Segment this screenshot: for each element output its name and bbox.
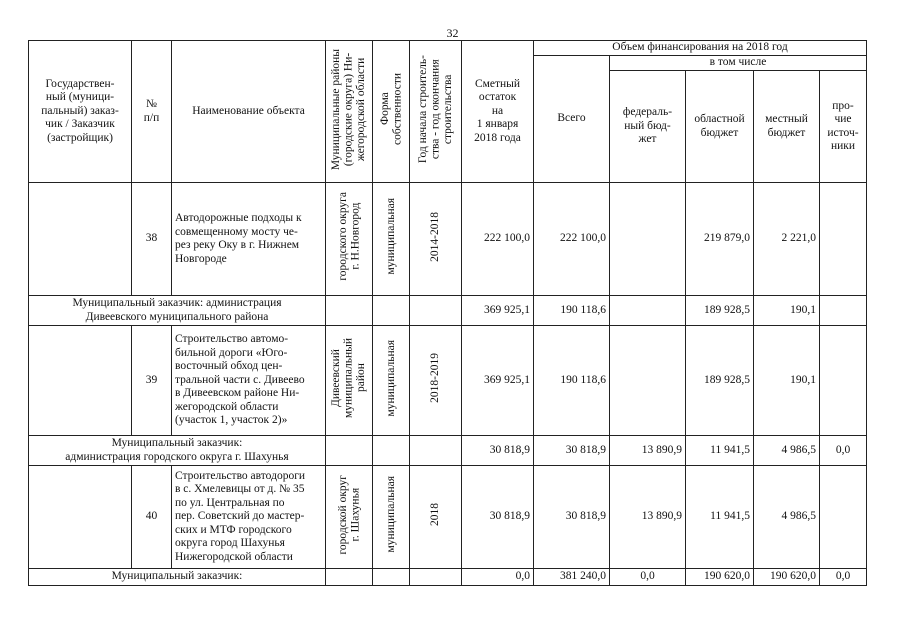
cell-total: 30 818,9: [534, 436, 610, 466]
cell-object-name: Строительство автомо- бильной дороги «Юго- восточный обход цен- тральной части с. Дивеево в Дивеевском районе Ни- жегородской области (участок 1, участок 2)»: [172, 326, 326, 436]
customer-row: [29, 569, 867, 586]
cell-local: 4 986,5: [754, 466, 820, 569]
table-row: [29, 466, 867, 569]
cell-district: городского округа г. Н.Новгород: [326, 183, 373, 296]
cell-regional: 189 928,5: [686, 296, 754, 326]
cell-other: [820, 296, 867, 326]
cell-ownership: муниципальная: [373, 466, 410, 569]
cell-regional: 11 941,5: [686, 436, 754, 466]
cell-federal: 0,0: [610, 569, 686, 586]
cell-total: 190 118,6: [534, 296, 610, 326]
cell-regional: 219 879,0: [686, 183, 754, 296]
cell-other: [820, 466, 867, 569]
page-number: 32: [446, 26, 459, 40]
table-body: [29, 183, 867, 586]
cell-estimate: 222 100,0: [462, 183, 534, 296]
header-financing: Объем финансирования на 2018 год: [534, 41, 867, 56]
cell-other: [820, 183, 867, 296]
header-number: № п/п: [132, 41, 172, 183]
cell-federal: 13 890,9: [610, 436, 686, 466]
customer-name: Муниципальный заказчик:: [29, 569, 326, 586]
cell-total: 381 240,0: [534, 569, 610, 586]
cell-years: 2018: [410, 466, 462, 569]
cell-other: [820, 326, 867, 436]
cell-estimate: 30 818,9: [462, 436, 534, 466]
header-years: Год начала строитель- ства - год окончания строительства: [410, 41, 462, 183]
header-including: в том числе: [610, 56, 867, 71]
cell-local: 2 221,0: [754, 183, 820, 296]
customer-row: [29, 436, 867, 466]
cell-local: 190,1: [754, 296, 820, 326]
cell-customer: [29, 326, 132, 436]
cell-regional: 11 941,5: [686, 466, 754, 569]
cell-total: 30 818,9: [534, 466, 610, 569]
cell-customer: [29, 466, 132, 569]
cell-ownership: муниципальная: [373, 326, 410, 436]
cell-estimate: 0,0: [462, 569, 534, 586]
cell-district: Дивеевский муниципальный район: [326, 326, 373, 436]
header-federal: федераль- ный бюд- жет: [610, 71, 686, 183]
cell-estimate: 369 925,1: [462, 326, 534, 436]
cell-federal: 13 890,9: [610, 466, 686, 569]
cell-other: 0,0: [820, 436, 867, 466]
header-regional: областной бюджет: [686, 71, 754, 183]
cell-local: 190 620,0: [754, 569, 820, 586]
header-other: про- чие источ- ники: [820, 71, 867, 183]
cell-federal: [610, 296, 686, 326]
customer-row: [29, 296, 867, 326]
cell-federal: [610, 326, 686, 436]
cell-estimate: 369 925,1: [462, 296, 534, 326]
cell-estimate: 30 818,9: [462, 466, 534, 569]
cell-number: 39: [132, 326, 172, 436]
cell-local: 190,1: [754, 326, 820, 436]
header-districts: Муниципальные районы (городские округа) Ни- жегородской области: [326, 41, 373, 183]
cell-customer: [29, 183, 132, 296]
header-local: местный бюджет: [754, 71, 820, 183]
cell-local: 4 986,5: [754, 436, 820, 466]
table-row: [29, 326, 867, 436]
cell-other: 0,0: [820, 569, 867, 586]
table-row: [29, 183, 867, 296]
customer-name: Муниципальный заказчик: администрация городского округа г. Шахунья: [29, 436, 326, 466]
table-header: [29, 41, 867, 183]
cell-years: 2014-2018: [410, 183, 462, 296]
cell-regional: 189 928,5: [686, 326, 754, 436]
cell-ownership: муниципальная: [373, 183, 410, 296]
financing-table: [28, 40, 867, 586]
header-customer: Государствен- ный (муници- пальный) заказ- чик / Заказчик (застройщик): [29, 41, 132, 183]
cell-total: 222 100,0: [534, 183, 610, 296]
cell-object-name: Строительство автодороги в с. Хмелевицы от д. № 35 по ул. Центральная по пер. Советский до мастер- ских и МТФ городского округа город Шахунья Нижегородской области: [172, 466, 326, 569]
cell-object-name: Автодорожные подходы к совмещенному мосту че- рез реку Оку в г. Нижнем Новгороде: [172, 183, 326, 296]
customer-name: Муниципальный заказчик: администрация Дивеевского муниципального района: [29, 296, 326, 326]
cell-district: городской округ г. Шахунья: [326, 466, 373, 569]
header-estimate: Сметный остаток на 1 января 2018 года: [462, 41, 534, 183]
cell-total: 190 118,6: [534, 326, 610, 436]
cell-regional: 190 620,0: [686, 569, 754, 586]
cell-years: 2018-2019: [410, 326, 462, 436]
header-ownership: Форма собственности: [373, 41, 410, 183]
cell-federal: [610, 183, 686, 296]
header-object-name: Наименование объекта: [172, 41, 326, 183]
cell-number: 40: [132, 466, 172, 569]
cell-number: 38: [132, 183, 172, 296]
header-total: Всего: [534, 56, 610, 183]
